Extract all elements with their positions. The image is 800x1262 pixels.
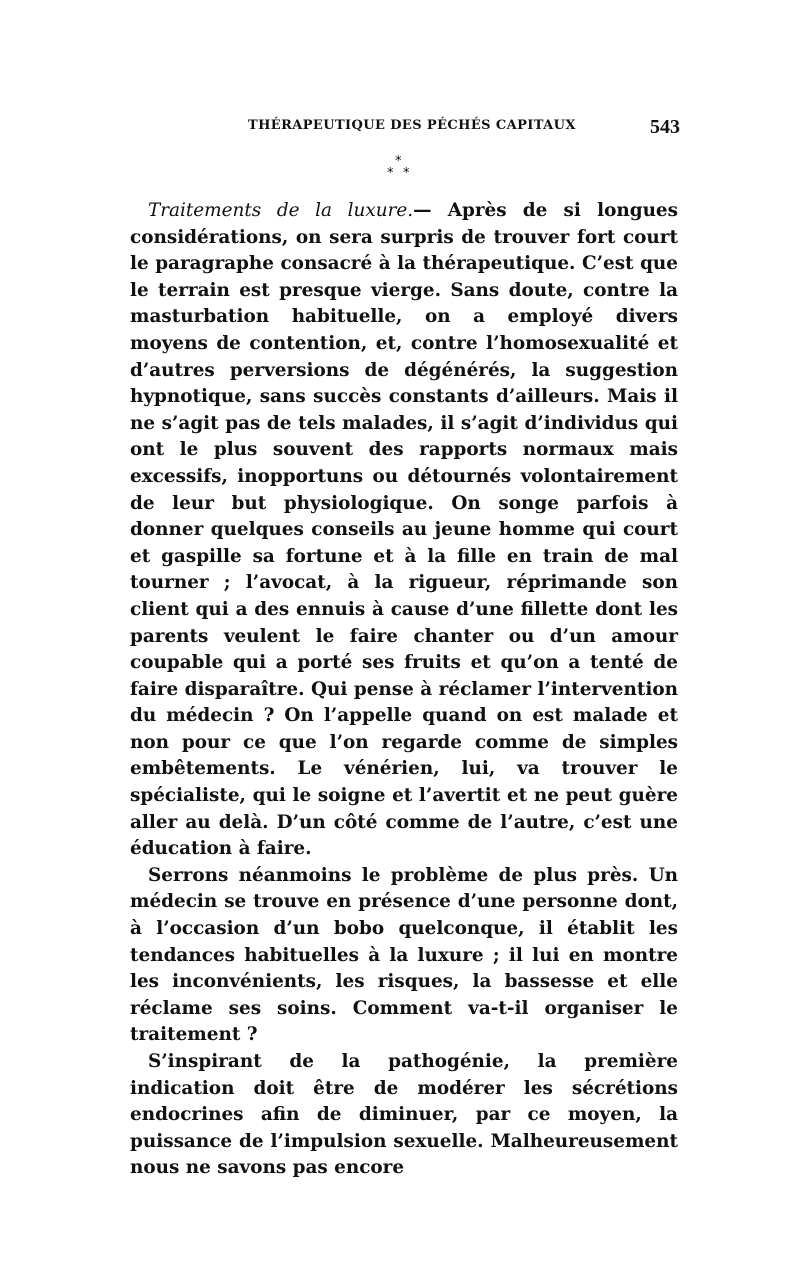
paragraph-1-text: — Après de si longues considérations, on sera surpris de trouver fort court le paragraphe consacré à la thérapeutique. C’est que le terrain est presque vierge. Sans doute, contre la masturbation habituelle, on a employé divers moyens de contention, et, contre l’homosexualité et d’autres perversions de dégénérés, la suggestion hypnotique, sans succès constants d’ailleurs. Mais il ne s’agit pas de tels malades, il s’agit d’individus qui ont le plus souvent des rapports normaux mais excessifs, inopportuns ou détournés volontairement de leur but physiologique. On songe parfois à donner quelques conseils au jeune homme qui court et gaspille sa fortune et à la fille en train de mal tourner ; l’avocat, à la rigueur, réprimande son client qui a des ennuis à cause d’une fillette dont les parents veulent le faire chanter ou d’un amour coupable qui a porté ses fruits et qu’on a tenté de faire disparaître. Qui pense à réclamer l’intervention du médecin ? On l’appelle quand on est malade et non pour ce que l’on regarde comme de simples embêtements. Le vénérien, lui, va trouver le spécialiste, qui le soigne et l’avertit et ne peut guère aller au delà. D’un côté comme de l’autre, c’est une éducation à faire.	[130, 200, 678, 860]
paragraph-3-text: S’inspirant de la pathogénie, la première indication doit être de modérer les sécrétions endocrines afin de diminuer, par ce moyen, la puissance de l’impulsion sexuelle. Malheureusement nous ne savons pas encore	[130, 1051, 678, 1179]
asterism	[386, 155, 416, 191]
running-title: THÉRAPEUTIQUE DES PÉCHÉS CAPITAUX	[248, 118, 576, 133]
paragraph-2	[130, 863, 678, 1049]
paragraph-2-text: Serrons néanmoins le problème de plus près. Un médecin se trouve en présence d’une personne dont, à l’occasion d’un bobo quelconque, il établit les tendances habituelles à la luxure ; il lui en montre les inconvénients, les risques, la bassesse et elle réclame ses soins. Comment va-t-il organiser le traitement ?	[130, 864, 678, 1046]
asterism-left-star: *	[387, 166, 394, 181]
page-number: 543	[650, 116, 680, 138]
paragraph-3	[130, 1049, 678, 1182]
section-heading-italic: Traitements de la luxure.	[148, 200, 414, 221]
running-head	[130, 118, 680, 138]
paragraph-1	[130, 198, 678, 863]
asterism-top-star: *	[395, 154, 402, 169]
asterism-right-star: *	[403, 166, 410, 181]
body-text	[130, 198, 678, 1182]
